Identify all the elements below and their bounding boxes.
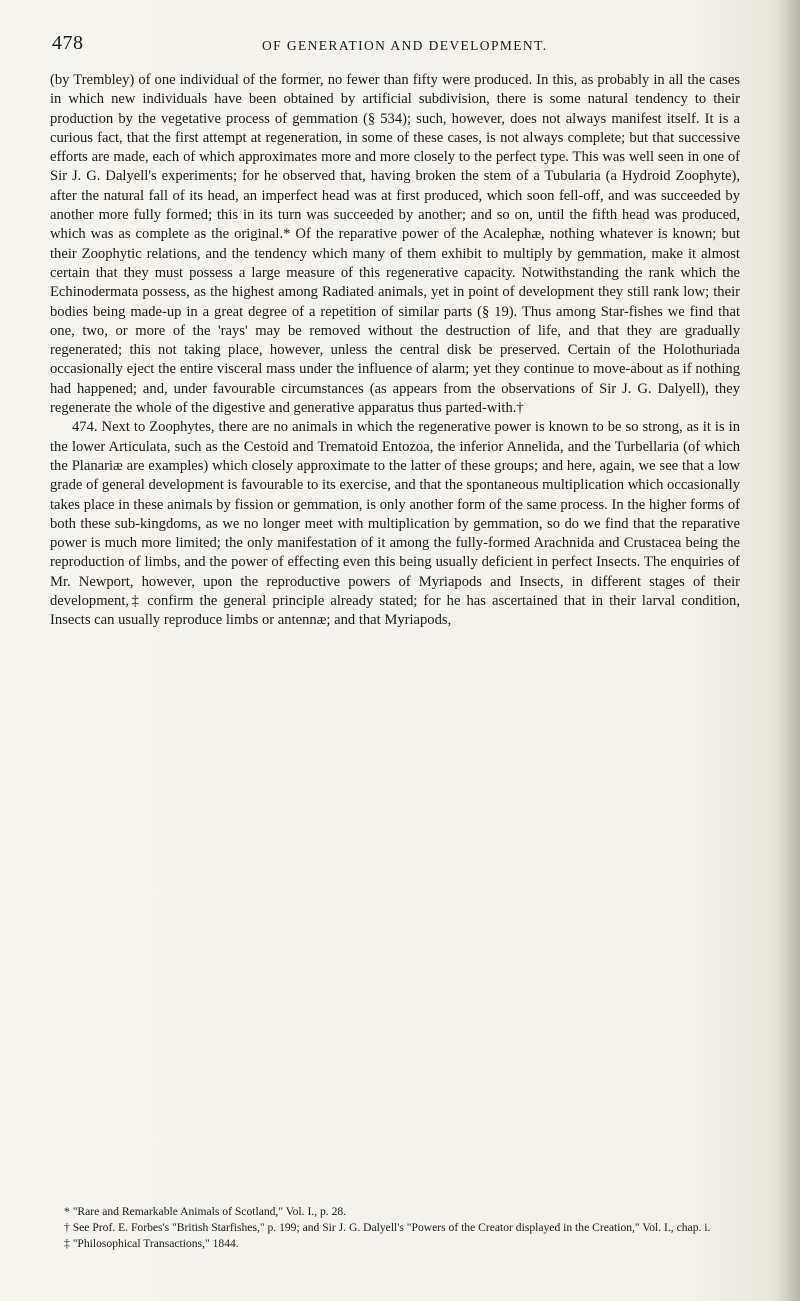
footnote-dagger: † See Prof. E. Forbes's "British Starfishes," p. 199; and Sir J. G. Dalyell's "Powers of the Creator displayed in the Creation," Vol. I., chap. i. [64,1221,711,1234]
paragraph-continuation: (by Trembley) of one individual of the former, no fewer than fifty were produced. In this, as probably in all the cases in which new individuals have been obtained by artificial subdivision, there is some natural tendency to their production by the vegetative process of gemmation (§ 534); such, however, does not always manifest itself. It is a curious fact, that the first attempt at regeneration, in some of these cases, is not always complete; but that successive efforts are made, each of which approximates more and more closely to the perfect type. This was well seen in one of Sir J. G. Dalyell's experiments; for he observed that, having broken the stem of a Tubularia (a Hydroid Zoophyte), after the natural fall of its head, an imperfect head was at first produced, which soon fell-off, and was succeeded by another more fully formed; this in its turn was succeeded by another; and so on, until the fifth head was produced, which was as complete as the original.* Of the reparative power of the Acalephæ, nothing whatever is known; but their Zoophytic relations, and the tendency which many of them exhibit to multiply by gemmation, make it almost certain that they must possess a large measure of this regenerative capacity. Notwithstanding the rank which the Echinodermata possess, as the highest among Radiated animals, yet in point of development they still rank low; their bodies being made-up in a great degree of a repetition of similar parts (§ 19). Thus among Star-fishes we find that one, two, or more of the 'rays' may be removed without the destruction of life, and that they are gradually regenerated; this not taking place, however, unless the central disk be preserved. Certain of the Holothuriada occasionally eject the entire visceral mass under the influence of alarm; yet they continue to move-about as if nothing had happened; and, under favourable circumstances (as appears from the observations of Sir J. G. Dalyell), they regenerate the whole of the digestive and generative apparatus thus parted-with.† [50,72,740,417]
running-head: OF GENERATION AND DEVELOPMENT. [262,38,548,53]
page-edge [778,0,800,1301]
body-text [50,71,740,631]
footnote-double-dagger: ‡ "Philosophical Transactions," 1844. [64,1237,239,1250]
footnotes [50,1204,740,1252]
page-number: 478 [52,32,84,54]
footnote-asterisk: * "Rare and Remarkable Animals of Scotland," Vol. I., p. 28. [64,1205,347,1218]
paragraph-474: 474. Next to Zoophytes, there are no animals in which the regenerative power is known to be so strong, as it is in the lower Articulata, such as the Cestoid and Trematoid Entozoa, the inferior Annelida, and the Turbellaria (of which the Planariæ are examples) which closely approximate to the latter of these groups; and here, again, we see that a low grade of general development is favourable to its exercise, and that the spontaneous multiplication which occasionally takes place in these animals by fission or gemmation, is only another form of the same process. In the higher forms of both these sub-kingdoms, as we no longer meet with multiplication by gemmation, so do we find that the reparative power is much more limited; the only manifestation of it among the fully-formed Arachnida and Crustacea being the reproduction of limbs, and the power of effecting even this being usually deficient in perfect Insects. The enquiries of Mr. Newport, however, upon the reproductive powers of Myriapods and Insects, in different stages of their development,‡ confirm the general principle already stated; for he has ascertained that in their larval condition, Insects can usually reproduce limbs or antennæ; and that Myriapods, [50,419,740,629]
